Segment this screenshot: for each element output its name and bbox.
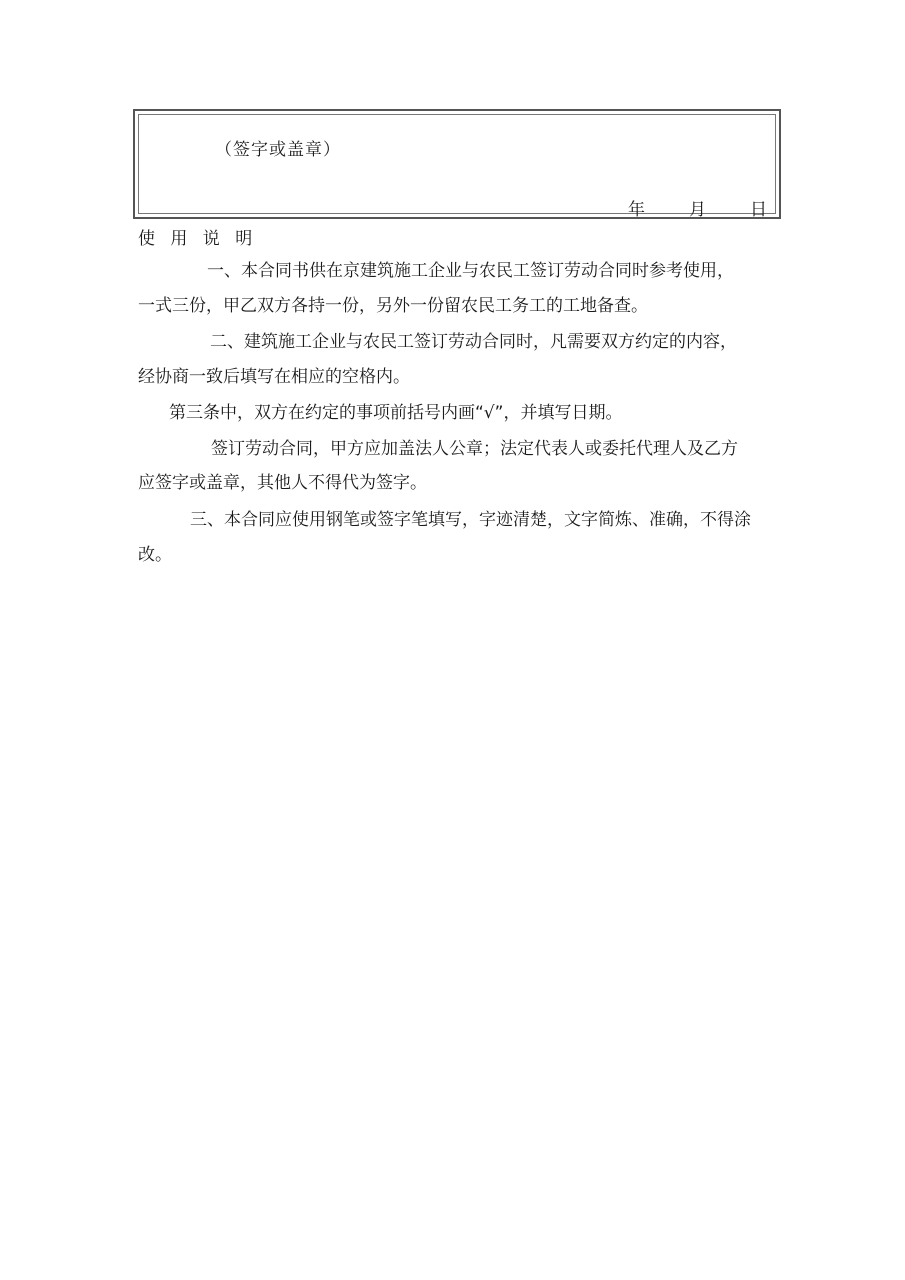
date-month-label: 月 [689,200,706,220]
instruction-line-2: 一式三份，甲乙双方各持一份，另外一份留农民工务工的工地备查。 [138,296,648,316]
date-row [628,195,767,220]
date-year-label: 年 [628,200,645,220]
instruction-line-6: 签订劳动合同，甲方应加盖法人公章；法定代表人或委托代理人及乙方 [211,439,738,459]
date-day-label: 日 [750,200,767,220]
instruction-line-1: 一、本合同书供在京建筑施工企业与农民工签订劳动合同时参考使用， [207,261,734,281]
instruction-line-7: 应签字或盖章，其他人不得代为签字。 [138,473,427,493]
instruction-line-9: 改。 [138,545,172,565]
signature-box [133,109,781,219]
instructions-heading: 使 用 说 明 [138,229,258,249]
instruction-line-3: 二、建筑施工企业与农民工签订劳动合同时，凡需要双方约定的内容， [210,332,737,352]
instruction-line-8: 三、本合同应使用钢笔或签字笔填写，字迹清楚，文字简炼、准确，不得涂 [190,510,751,530]
instruction-line-4: 经协商一致后填写在相应的空格内。 [138,367,410,387]
instruction-line-5: 第三条中，双方在约定的事项前括号内画“√”，并填写日期。 [169,403,623,423]
signature-label: （签字或盖章） [215,140,341,160]
